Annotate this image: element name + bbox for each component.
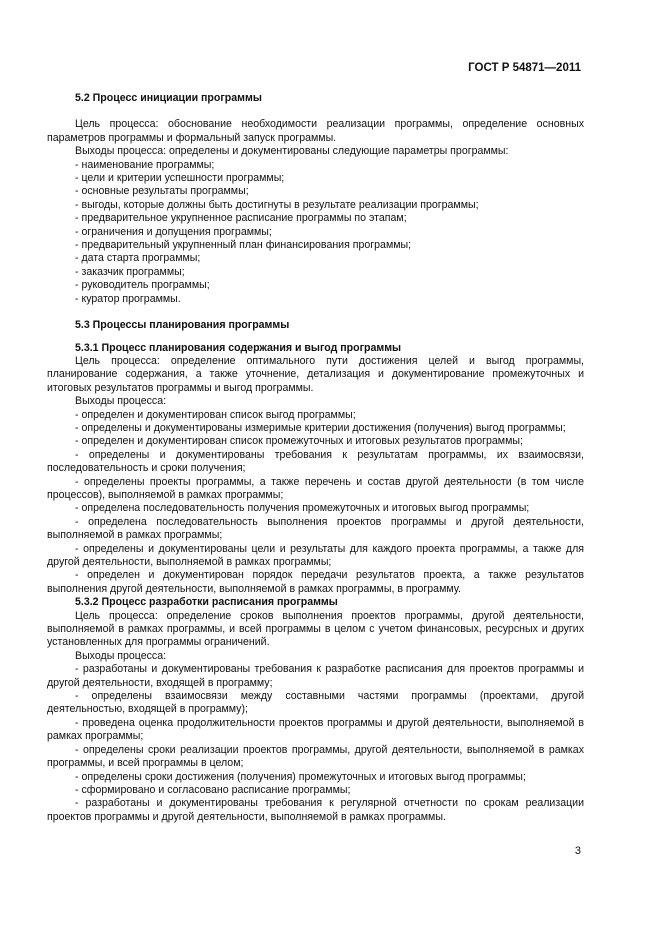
standard-number: ГОСТ Р 54871—2011: [468, 62, 581, 74]
list-item: - дата старта программы;: [75, 252, 201, 265]
section-5-2-outputs-intro: Выходы процесса: определены и документированы следующие параметры программы:: [75, 145, 509, 158]
section-5-3-2-outputs-label: Выходы процесса:: [75, 649, 167, 662]
list-item: - предварительное укрупненное расписание программы по этапам;: [75, 212, 407, 225]
page-body: [47, 92, 584, 824]
list-item: - руководитель программы;: [75, 279, 210, 292]
section-5-3-heading: 5.3 Процессы планирования программы: [75, 319, 290, 332]
list-item: - определены сроки достижения (получения) промежуточных и итоговых выгод программы;: [75, 770, 526, 783]
section-5-3-1-outputs-label: Выходы процесса:: [75, 395, 167, 408]
list-item: - разработаны и документированы требования к регулярной отчетности по срокам реализации проектов программы и другой деятельности, выполняемой в рамках программы.: [47, 797, 584, 823]
section-5-3-1-heading: 5.3.1 Процесс планирования содержания и выгод программы: [75, 341, 402, 354]
list-item: - сформировано и согласовано расписание программы;: [75, 783, 351, 796]
list-item: - основные результаты программы;: [75, 185, 249, 198]
list-item: - определены сроки реализации проектов программы, другой деятельности, выполняемой в рамках программы, и всей программы в целом;: [47, 743, 584, 770]
list-item: - определена последовательность выполнения проектов программы и другой деятельности, выполняемой в рамках программы;: [47, 515, 584, 542]
list-item: - определены и документированы требования к результатам программы, их взаимосвязи, последовательность и сроки получения;: [47, 448, 584, 475]
section-5-3-2-goal: Цель процесса: определение сроков выполнения проектов программы, другой деятельности, выполняемой в рамках программы, и всей программы в целом с учетом финансовых, ресурсных и других установленных для программы ограничений.: [47, 609, 584, 649]
list-item: - определен и документирован список промежуточных и итоговых результатов программы;: [75, 435, 523, 448]
list-item: - предварительный укрупненный план финансирования программы;: [75, 239, 412, 252]
list-item: - наименование программы;: [75, 158, 215, 171]
list-item: - заказчик программы;: [75, 265, 185, 278]
list-item: - проведена оценка продолжительности проектов программы и другой деятельности, выполняемой в рамках программы;: [47, 716, 584, 743]
section-5-3-2-heading: 5.3.2 Процесс разработки расписания программы: [75, 596, 338, 609]
list-item: - куратор программы.: [75, 292, 181, 305]
list-item: - определен и документирован список выгод программы;: [75, 408, 356, 421]
list-item: - определены проекты программы, а также перечень и состав другой деятельности (в том числе процессов), выполняемой в рамках программы;: [47, 475, 584, 501]
section-5-3-1-goal: Цель процесса: определение оптимального пути достижения целей и выгод программы, планирование содержания, а также уточнение, детализация и документирование промежуточных и итоговых результатов программы и выгод программы.: [47, 354, 584, 394]
list-item: - определены и документированы цели и результаты для каждого проекта программы, а также для другой деятельности, выполняемой в рамках программы;: [47, 542, 584, 568]
section-5-2-goal: Цель процесса: обоснование необходимости реализации программы, определение основных параметров программы и формальный запуск программы.: [47, 118, 584, 144]
list-item: - определены и документированы измеримые критерии достижения (получения) выгод программы;: [75, 421, 566, 434]
list-item: - определены взаимосвязи между составными частями программы (проектами, другой деятельностью, входящей в программу);: [47, 690, 584, 716]
list-item: - определен и документирован порядок передачи результатов проекта, а также результатов выполнения другой деятельности, выполняемой в рамках программы, в программу.: [47, 569, 584, 595]
list-item: - выгоды, которые должны быть достигнуты в результате реализации программы;: [75, 198, 479, 211]
section-5-2-heading: 5.2 Процесс инициации программы: [75, 92, 262, 104]
list-item: - ограничения и допущения программы;: [75, 225, 272, 238]
list-item: - разработаны и документированы требования к разработке расписания для проектов программы и другой деятельности, входящей в программу;: [47, 663, 584, 689]
list-item: - определена последовательность получения промежуточных и итоговых выгод программы;: [75, 502, 530, 515]
list-item: - цели и критерии успешности программы;: [75, 172, 285, 185]
page-number: 3: [574, 845, 581, 857]
